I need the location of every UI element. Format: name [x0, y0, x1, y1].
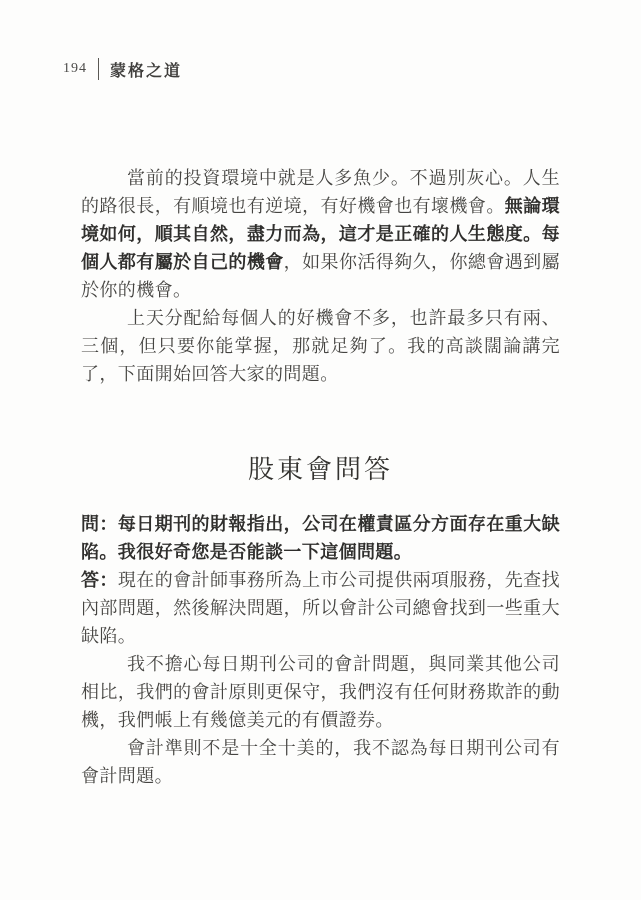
- page-number: 194: [63, 61, 87, 76]
- text-run: 當前的投資環境中就是人多魚少。不過別灰心。人生的路很長，有順境也有逆境，有好機會也有壞機會。: [81, 168, 560, 216]
- paragraph-intro-2: [81, 304, 560, 388]
- text-run: 現在的會計師事務所為上市公司提供兩項服務，先查找內部問題，然後解決問題，所以會計公司總會找到一些重大缺陷。: [81, 570, 560, 646]
- content-blocks: [81, 164, 560, 790]
- text-run-bold: 答：: [81, 570, 118, 590]
- text-run: 上天分配給每個人的好機會不多，也許最多只有兩、三個，但只要你能掌握，那就足夠了。我的高談闊論講完了，下面開始回答大家的問題。: [81, 308, 560, 384]
- text-run: ，如果你活得夠久，你總會遇到屬於你的機會。: [81, 252, 561, 300]
- header-divider: [98, 58, 99, 80]
- text-run: 會計準則不是十全十美的，我不認為每日期刊公司有會計問題。: [81, 738, 560, 786]
- paragraph-intro-1: [81, 164, 560, 304]
- book-title: 蒙格之道: [110, 62, 183, 80]
- paragraph-answer-2: [81, 650, 560, 734]
- paragraph-answer-1: [81, 566, 560, 650]
- page-content: [81, 164, 560, 790]
- paragraph-question: [81, 510, 560, 566]
- running-header: [63, 57, 182, 81]
- text-run: 我不擔心每日期刊公司的會計問題，與同業其他公司相比，我們的會計原則更保守，我們沒有任何財務欺詐的動機，我們帳上有幾億美元的有價證券。: [81, 654, 560, 730]
- paragraph-answer-3: [81, 734, 560, 790]
- text-run-bold: 問：每日期刊的財報指出，公司在權責區分方面存在重大缺陷。我很好奇您是否能談一下這個問題。: [81, 514, 560, 562]
- text-run-bold: 無論環境如何，順其自然，盡力而為，這才是正確的人生態度。每個人都有屬於自己的機會: [81, 196, 560, 272]
- section-heading: 股東會問答: [247, 455, 393, 484]
